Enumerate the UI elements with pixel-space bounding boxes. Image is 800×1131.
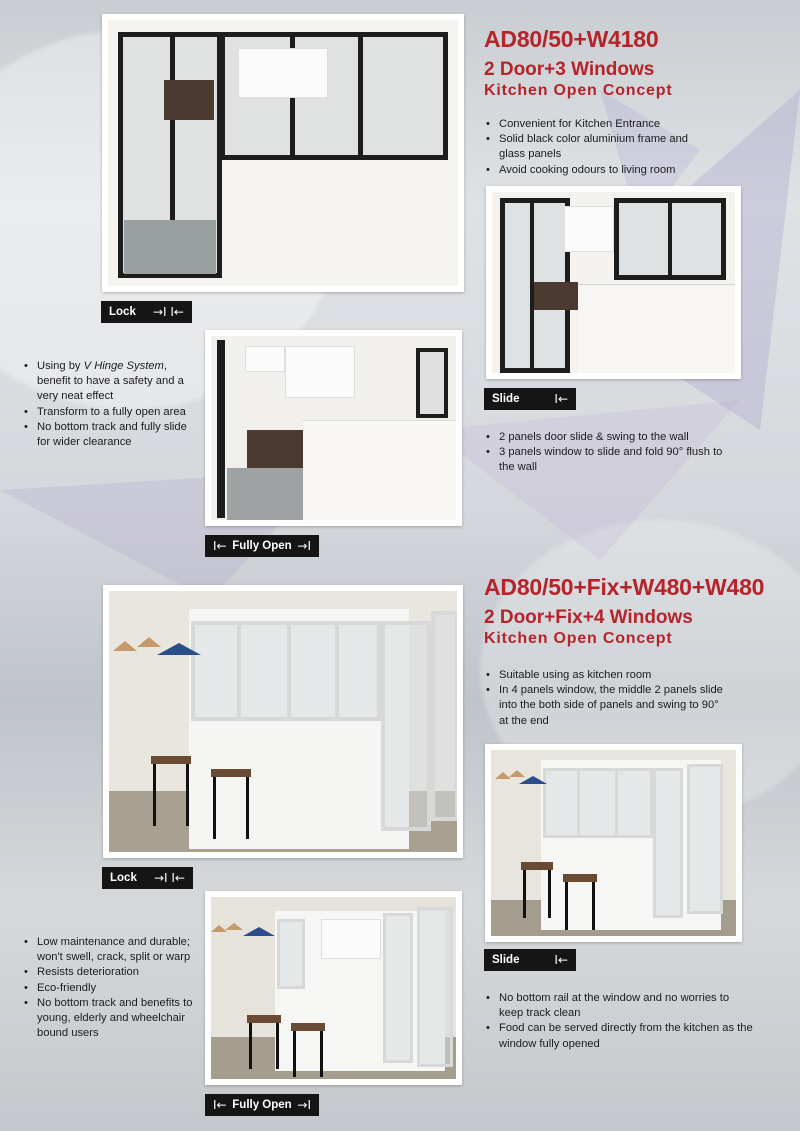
open-label: Fully Open xyxy=(232,540,292,552)
section2-open-tag xyxy=(205,1094,319,1116)
list-item: • Using by V Hinge System, benefit to have a safety and a very neat effect xyxy=(22,359,200,405)
section1-slide-notes xyxy=(484,430,724,476)
section2-features-list xyxy=(484,668,729,729)
list-item: • In 4 panels window, the middle 2 panels slide into the both side of panels and swing to 90° at the end xyxy=(484,683,729,729)
slide-label: Slide xyxy=(492,954,520,966)
section2-photo-slide xyxy=(485,744,742,942)
section2-lock-tag xyxy=(102,867,193,889)
open-label: Fully Open xyxy=(232,1099,292,1111)
list-item: • Resists deterioration xyxy=(22,965,202,980)
lock-arrows-icon: →I I← xyxy=(153,871,185,885)
section1-features-list xyxy=(484,117,714,178)
open-left-icon: I← xyxy=(213,539,227,553)
section2-photo-open xyxy=(205,891,462,1085)
list-item: • Transform to a fully open area xyxy=(22,405,200,420)
list-item: • Convenient for Kitchen Entrance xyxy=(484,117,714,132)
list-item: • No bottom rail at the window and no worries to keep track clean xyxy=(484,991,754,1021)
list-item: • Eco-friendly xyxy=(22,981,202,996)
section2-concept: Kitchen Open Concept xyxy=(484,630,673,648)
section2-left-notes xyxy=(22,935,202,1041)
section1-photo-slide xyxy=(486,186,741,379)
list-item: • No bottom track and fully slide for wider clearance xyxy=(22,420,200,450)
section1-slide-tag xyxy=(484,388,576,410)
section1-open-tag xyxy=(205,535,319,557)
section1-left-notes xyxy=(22,359,200,450)
section2-slide-tag xyxy=(484,949,576,971)
list-item: • Suitable using as kitchen room xyxy=(484,668,729,683)
section1-concept: Kitchen Open Concept xyxy=(484,82,673,100)
slide-arrow-icon: I← xyxy=(554,392,568,406)
section2-heading xyxy=(484,575,764,648)
list-item: • 2 panels door slide & swing to the wall xyxy=(484,430,724,445)
list-item: • Food can be served directly from the kitchen as the window fully opened xyxy=(484,1021,754,1051)
list-item: • Solid black color aluminium frame and glass panels xyxy=(484,132,714,162)
open-right-icon: →I xyxy=(297,1098,311,1112)
list-item: • Low maintenance and durable; won't swell, crack, split or warp xyxy=(22,935,202,965)
open-left-icon: I← xyxy=(213,1098,227,1112)
section2-photo-lock xyxy=(103,585,463,858)
section2-product-code: AD80/50+Fix+W480+W480 xyxy=(484,574,765,600)
section2-slide-notes xyxy=(484,991,754,1052)
lock-label: Lock xyxy=(109,306,136,318)
list-item: • No bottom track and benefits to young, elderly and wheelchair bound users xyxy=(22,996,202,1042)
section1-lock-tag xyxy=(101,301,192,323)
section1-heading xyxy=(484,27,672,100)
list-item: • Avoid cooking odours to living room xyxy=(484,163,714,178)
section1-photo-open xyxy=(205,330,462,526)
section2-subtitle: 2 Door+Fix+4 Windows xyxy=(484,606,693,628)
open-right-icon: →I xyxy=(297,539,311,553)
vhinge-name: V Hinge System xyxy=(83,360,164,372)
lock-arrows-icon: →I I← xyxy=(152,305,184,319)
slide-label: Slide xyxy=(492,393,520,405)
lock-label: Lock xyxy=(110,872,137,884)
section1-subtitle: 2 Door+3 Windows xyxy=(484,58,655,80)
section1-photo-lock xyxy=(102,14,464,292)
section1-product-code: AD80/50+W4180 xyxy=(484,26,659,52)
slide-arrow-icon: I← xyxy=(554,953,568,967)
list-item: • 3 panels window to slide and fold 90° flush to the wall xyxy=(484,445,724,475)
